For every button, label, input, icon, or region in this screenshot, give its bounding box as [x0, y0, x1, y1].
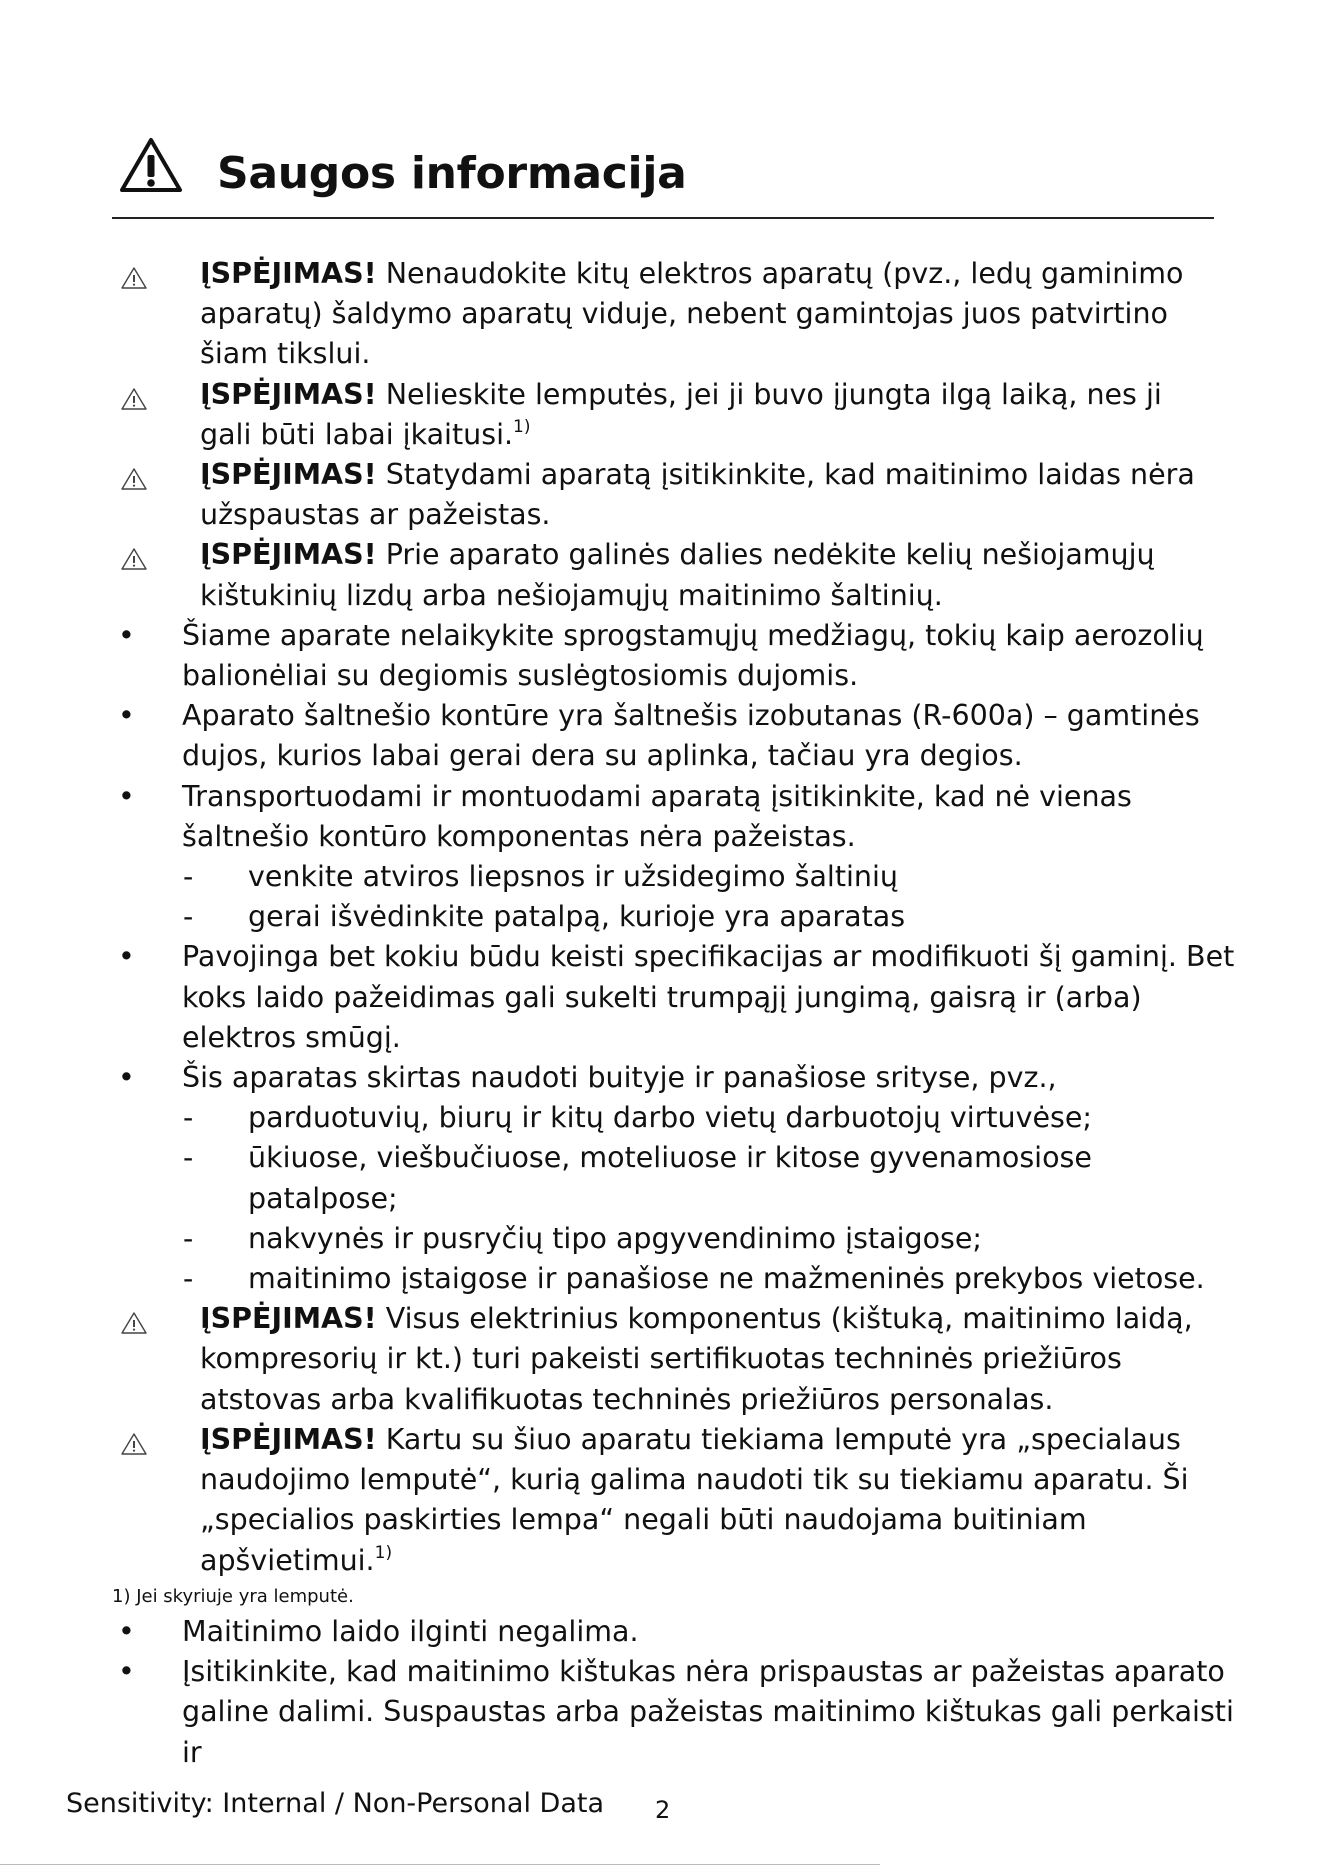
warning-label: ĮSPĖJIMAS! [200, 538, 377, 572]
warning-label: ĮSPĖJIMAS! [200, 377, 377, 411]
sub-list-text: ūkiuose, viešbučiuose, moteliuose ir kitose gyvenamosiose patalpose; [248, 1141, 1092, 1215]
bullet-text: Įsitikinkite, kad maitinimo kištukas nėra prispaustas ar pažeistas aparato galine dalimi. Suspaustas arba pažeistas maitinimo kištukas gali perkaisti ir [182, 1655, 1234, 1769]
warning-item [200, 375, 1210, 455]
bullet-item [118, 1058, 1242, 1098]
dash-marker: - [183, 1101, 194, 1135]
sensitivity-label: Sensitivity: Internal / Non-Personal Data [66, 1788, 604, 1819]
warning-triangle-icon [120, 1311, 148, 1335]
footnote-ref: 1) [513, 416, 531, 437]
warning-triangle-icon [120, 547, 148, 571]
warning-item [200, 1420, 1210, 1581]
warning-label: ĮSPĖJIMAS! [200, 257, 377, 290]
bullet-item [118, 696, 1242, 776]
dash-marker: - [183, 860, 194, 894]
bullet-item [118, 1612, 1242, 1652]
dash-marker: - [183, 1221, 194, 1255]
bullet-item [118, 1652, 1242, 1773]
sub-list-item [183, 1259, 1238, 1299]
dash-marker: - [183, 900, 194, 934]
warning-text: Visus elektrinius komponentus (kištuką, maitinimo laidą, kompresorių ir kt.) turi pakeisti sertifikuotas techninės priežiūros atstovas arba kvalifikuotas techninės priežiūros personalas. [200, 1302, 1193, 1416]
warning-item [200, 254, 1210, 375]
dash-marker: - [183, 1141, 194, 1175]
sub-list-text: parduotuvių, biurų ir kitų darbo vietų darbuotojų virtuvėse; [248, 1101, 1093, 1135]
sub-list-text: nakvynės ir pusryčių tipo apgyvendinimo įstaigose; [248, 1221, 983, 1255]
warning-triangle-icon [120, 1432, 148, 1456]
warning-triangle-icon [120, 266, 148, 290]
sub-list-text: venkite atviros liepsnos ir užsidegimo šaltinių [248, 860, 898, 894]
bullet-text: Šiame aparate nelaikykite sprogstamųjų medžiagų, tokių kaip aerozolių balionėliai su degiomis suslėgtosiomis dujomis. [182, 618, 1204, 693]
warning-triangle-icon [118, 136, 184, 194]
warning-text: Nenaudokite kitų elektros aparatų (pvz., ledų gaminimo aparatų) šaldymo aparatų viduje, nebent gamintojas juos patvirtino šiam tikslui. [200, 257, 1184, 371]
sub-list-item [183, 897, 1238, 937]
footnote-ref: 1) [374, 1542, 393, 1563]
warning-item [200, 535, 1210, 615]
bullet-item [118, 937, 1242, 1058]
warning-item [200, 455, 1210, 535]
sub-list-item [183, 1219, 1238, 1259]
bullet-marker: • [118, 699, 135, 733]
bullet-marker: • [118, 1655, 135, 1689]
warning-text: Prie aparato galinės dalies nedėkite kelių nešiojamųjų kištukinių lizdų arba nešiojamųjų maitinimo šaltinių. [200, 538, 1155, 612]
warning-item [200, 1299, 1210, 1420]
title-divider [112, 217, 1214, 219]
warning-text: Kartu su šiuo aparatu tiekiama lemputė yra „specialaus naudojimo lemputė“, kurią galima naudoti tik su tiekiamu aparatu. Ši „specialios paskirties lempa“ negali būti naudojama buitiniam apšvietimui. [200, 1422, 1189, 1577]
bullet-text: Pavojinga bet kokiu būdu keisti specifikacijas ar modifikuoti šį gaminį. Bet koks laido pažeidimas gali sukelti trumpąjį jungimą, gaisrą ir (arba) elektros smūgį. [182, 940, 1235, 1054]
bullet-marker: • [118, 940, 135, 974]
bullet-item [118, 616, 1242, 696]
bullet-marker: • [118, 618, 135, 652]
sub-list-item [183, 1098, 1238, 1138]
sub-list-text: gerai išvėdinkite patalpą, kurioje yra aparatas [248, 900, 906, 934]
warning-text: Nelieskite lemputės, jei ji buvo įjungta ilgą laiką, nes ji gali būti labai įkaitusi. [200, 377, 1162, 451]
bullet-text: Šis aparatas skirtas naudoti buityje ir panašiose srityse, pvz., [182, 1061, 1057, 1095]
bullet-marker: • [118, 1615, 135, 1648]
bullet-marker: • [118, 1061, 135, 1095]
sub-list-text: maitinimo įstaigose ir panašiose ne mažmeninės prekybos vietose. [248, 1262, 1205, 1296]
safety-list [0, 254, 1324, 1581]
warning-text: Statydami aparatą įsitikinkite, kad maitinimo laidas nėra užspaustas ar pažeistas. [200, 458, 1195, 532]
warning-label: ĮSPĖJIMAS! [200, 458, 377, 492]
bottom-divider [0, 1864, 880, 1865]
bullet-text: Transportuodami ir montuodami aparatą įsitikinkite, kad nė vienas šaltnešio kontūro komponentas nėra pažeistas. [182, 779, 1132, 853]
warning-label: ĮSPĖJIMAS! [200, 1302, 377, 1336]
bullet-text: Maitinimo laido ilginti negalima. [182, 1615, 639, 1648]
bullet-text: Aparato šaltnešio kontūre yra šaltnešis izobutanas (R-600a) – gamtinės dujos, kurios labai gerai dera su aplinka, tačiau yra degios. [182, 699, 1200, 773]
sub-list-item [183, 1138, 1238, 1218]
safety-list-continued [0, 1612, 1324, 1773]
footnote: 1) Jei skyriuje yra lemputė. [112, 1586, 354, 1607]
page-number: 2 [655, 1796, 671, 1824]
warning-triangle-icon [120, 387, 148, 411]
dash-marker: - [183, 1262, 194, 1296]
bullet-item [118, 777, 1242, 857]
sub-list-item [183, 857, 1238, 897]
warning-triangle-icon [120, 467, 148, 491]
page-title: Saugos informacija [217, 148, 687, 199]
bullet-marker: • [118, 779, 135, 813]
warning-label: ĮSPĖJIMAS! [200, 1422, 377, 1456]
